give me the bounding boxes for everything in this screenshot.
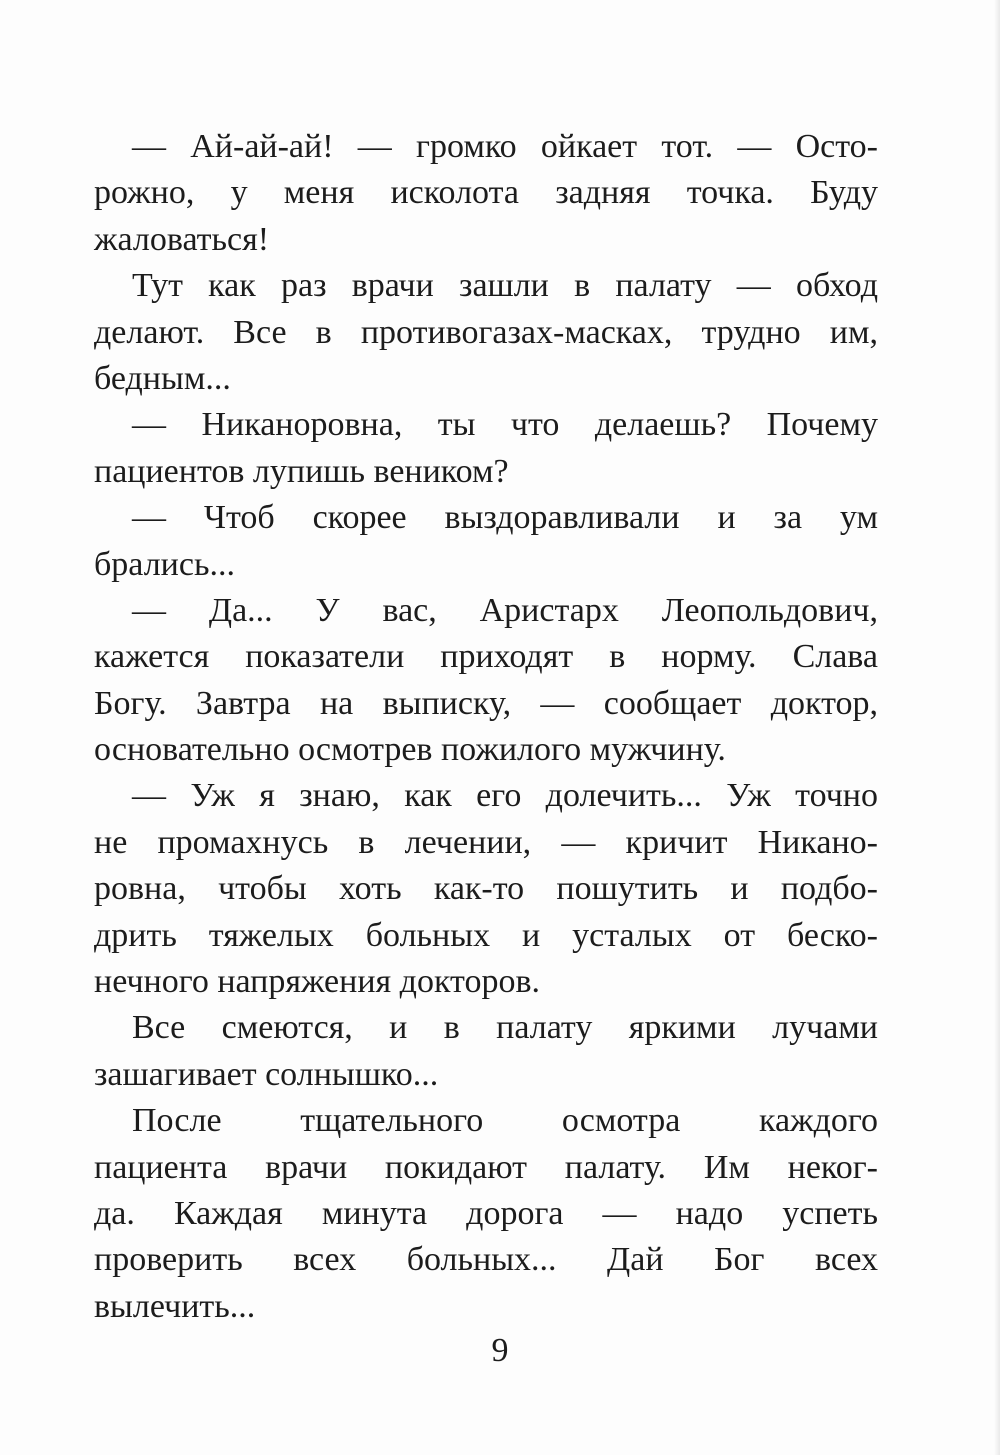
text-line: не промахнусь в лечении, — кричит Никано- bbox=[94, 823, 878, 861]
text-line: После тщательного осмотра каждого bbox=[132, 1102, 878, 1140]
text-line: дрить тяжелых больных и усталых от беско- bbox=[94, 916, 878, 954]
text-line: — Уж я знаю, как его долечить... Уж точно bbox=[132, 777, 878, 815]
text-line: вылечить... bbox=[94, 1287, 256, 1325]
page-edge bbox=[994, 0, 1000, 1455]
text-line: кажется показатели приходят в норму. Слава bbox=[94, 638, 878, 676]
page-number: 9 bbox=[491, 1332, 509, 1369]
text-line: бедным... bbox=[94, 359, 231, 397]
text-line: брались... bbox=[94, 545, 235, 583]
text-line: Все смеются, и в палату яркими лучами bbox=[132, 1009, 878, 1047]
text-line: пациентов лупишь веником? bbox=[94, 452, 509, 490]
text-line: ровна, чтобы хоть как-то пошутить и подбо- bbox=[94, 870, 878, 908]
text-line: основательно осмотрев пожилого мужчину. bbox=[94, 731, 726, 769]
text-line: жаловаться! bbox=[94, 220, 270, 258]
text-line: — Чтоб скорее выздоравливали и за ум bbox=[132, 499, 878, 537]
text-line: делают. Все в противогазах-масках, трудно им, bbox=[94, 313, 878, 351]
text-line: — Никаноровна, ты что делаешь? Почему bbox=[132, 406, 878, 444]
text-line: да. Каждая минута дорога — надо успеть bbox=[94, 1194, 878, 1232]
text-line: нечного напряжения докторов. bbox=[94, 963, 541, 1001]
text-line: — Ай-ай-ай! — громко ойкает тот. — Осто- bbox=[132, 128, 878, 165]
text-line: проверить всех больных... Дай Бог всех bbox=[94, 1241, 878, 1279]
text-line: зашагивает солнышко... bbox=[94, 1055, 439, 1093]
text-line: Тут как раз врачи зашли в палату — обход bbox=[132, 267, 878, 305]
text-line: — Да... У вас, Аристарх Леопольдович, bbox=[132, 591, 878, 629]
body-text bbox=[94, 124, 878, 1330]
text-line: рожно, у меня исколота задняя точка. Буду bbox=[94, 174, 878, 212]
text-line: пациента врачи покидают палату. Им неког- bbox=[94, 1148, 878, 1186]
text-line: Богу. Завтра на выписку, — сообщает доктор, bbox=[94, 684, 878, 722]
